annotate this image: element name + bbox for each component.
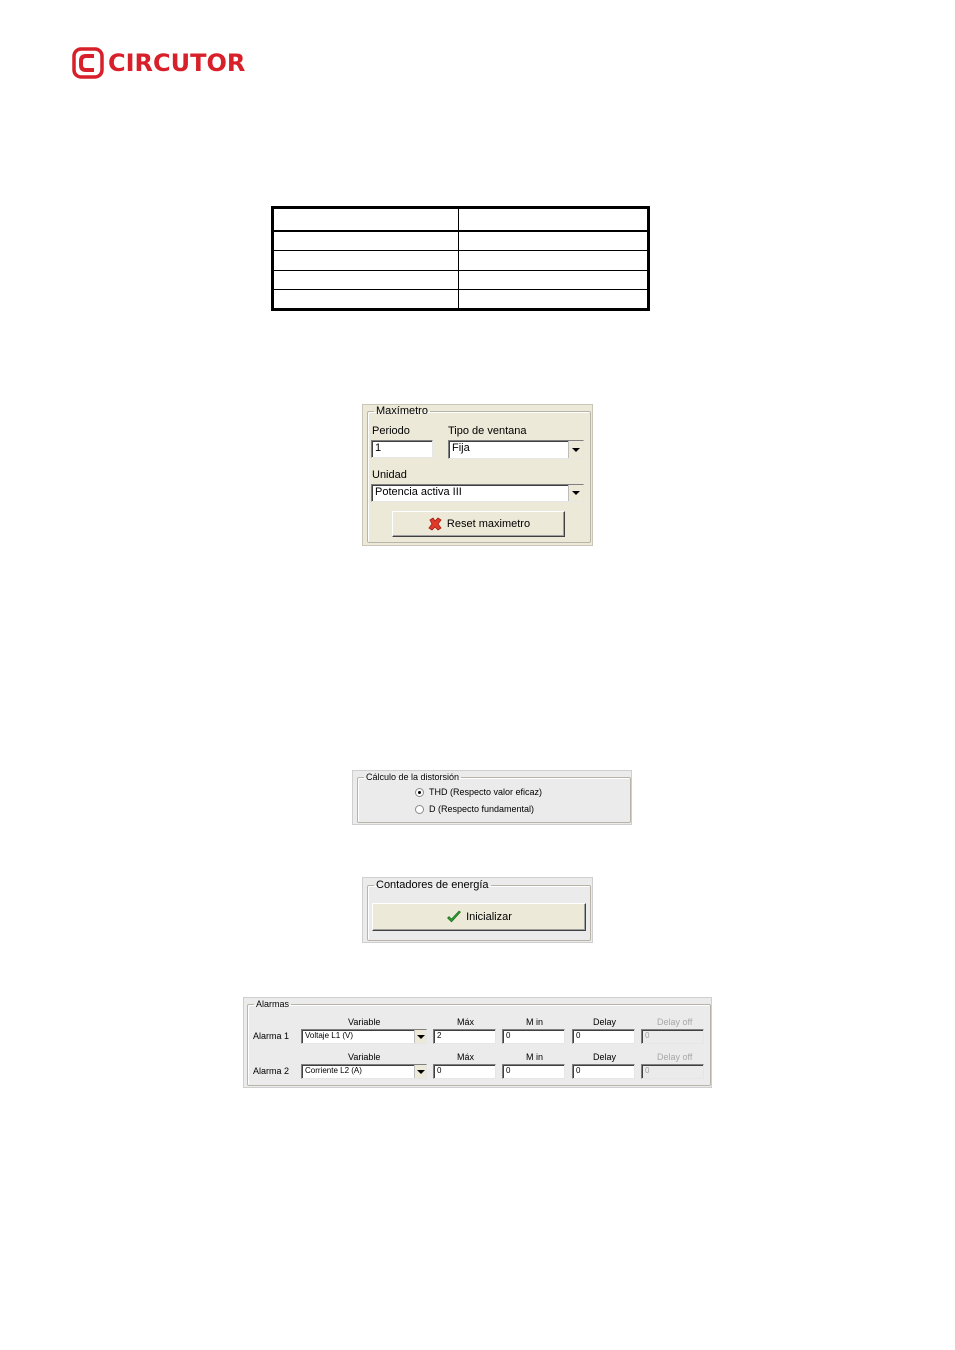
tipo-ventana-select[interactable] — [448, 440, 584, 459]
alarma-1-min-input[interactable]: 0 — [502, 1029, 565, 1044]
unidad-label: Unidad — [372, 469, 407, 481]
alarma-2-variable-select[interactable] — [301, 1064, 427, 1079]
checkmark-icon — [446, 909, 462, 925]
table-cell — [273, 231, 459, 251]
alarma-1-max-input[interactable]: 2 — [433, 1029, 496, 1044]
empty-table — [271, 206, 650, 311]
delete-x-icon — [427, 516, 443, 532]
periodo-label: Periodo — [372, 425, 410, 437]
table-cell — [459, 251, 649, 270]
thd-option-label[interactable]: THD (Respecto valor eficaz) — [429, 787, 543, 797]
alarmas-title: Alarmas — [256, 999, 290, 1009]
table-cell — [459, 289, 649, 309]
alarma-2-max-input[interactable]: 0 — [433, 1064, 496, 1079]
max-header: Máx — [457, 1017, 475, 1027]
table-cell — [273, 251, 459, 270]
alarma-2-delay-off-input: 0 — [641, 1064, 704, 1079]
chevron-down-icon[interactable] — [414, 1030, 426, 1043]
circutor-logo — [72, 46, 245, 80]
delay-off-header: Delay off — [657, 1052, 693, 1062]
table-cell — [273, 289, 459, 309]
maximetro-panel — [362, 404, 593, 546]
min-header: M in — [526, 1017, 544, 1027]
table-cell — [459, 231, 649, 251]
reset-maximetro-button[interactable] — [392, 511, 565, 537]
alarma-2-min-input[interactable]: 0 — [502, 1064, 565, 1079]
alarma-1-delay-off-input: 0 — [641, 1029, 704, 1044]
variable-header: Variable — [348, 1017, 381, 1027]
alarma-1-variable-select[interactable] — [301, 1029, 427, 1044]
d-radio[interactable] — [415, 805, 424, 814]
delay-off-header: Delay off — [657, 1017, 693, 1027]
max-header: Máx — [457, 1052, 475, 1062]
unidad-value: Potencia activa III — [371, 484, 584, 502]
table-cell — [459, 208, 649, 232]
alarma-1-label: Alarma 1 — [253, 1031, 290, 1041]
contadores-title: Contadores de energía — [376, 879, 489, 891]
unidad-select[interactable] — [371, 484, 584, 502]
chevron-down-icon[interactable] — [414, 1065, 426, 1078]
alarmas-panel — [243, 997, 712, 1088]
chevron-down-icon[interactable] — [568, 441, 583, 458]
inicializar-button[interactable] — [372, 903, 586, 931]
alarma-2-label: Alarma 2 — [253, 1066, 290, 1076]
d-option-label[interactable]: D (Respecto fundamental) — [429, 804, 535, 814]
chevron-down-icon[interactable] — [568, 485, 583, 501]
tipo-ventana-label: Tipo de ventana — [448, 425, 527, 437]
thd-radio[interactable] — [415, 788, 424, 797]
tipo-ventana-value: Fija — [448, 440, 584, 459]
circutor-logo-icon — [72, 47, 104, 79]
variable-header: Variable — [348, 1052, 381, 1062]
table-cell — [273, 270, 459, 289]
alarma-1-variable-value: Voltaje L1 (V) — [301, 1029, 427, 1044]
distorsion-title: Cálculo de la distorsión — [366, 772, 460, 782]
min-header: M in — [526, 1052, 544, 1062]
table-cell — [459, 270, 649, 289]
alarma-2-delay-input[interactable]: 0 — [572, 1064, 635, 1079]
delay-header: Delay — [593, 1017, 617, 1027]
brand-name: CIRCUTOR — [108, 49, 246, 77]
distorsion-panel — [352, 770, 632, 825]
delay-header: Delay — [593, 1052, 617, 1062]
table-cell — [273, 208, 459, 232]
reset-maximetro-label: Reset maximetro — [446, 518, 531, 530]
inicializar-label: Inicializar — [466, 911, 512, 923]
contadores-panel — [362, 877, 593, 943]
alarma-2-variable-value: Corriente L2 (A) — [301, 1064, 427, 1079]
maximetro-title: Maxímetro — [376, 405, 428, 417]
periodo-input[interactable]: 1 — [371, 440, 433, 458]
alarma-1-delay-input[interactable]: 0 — [572, 1029, 635, 1044]
